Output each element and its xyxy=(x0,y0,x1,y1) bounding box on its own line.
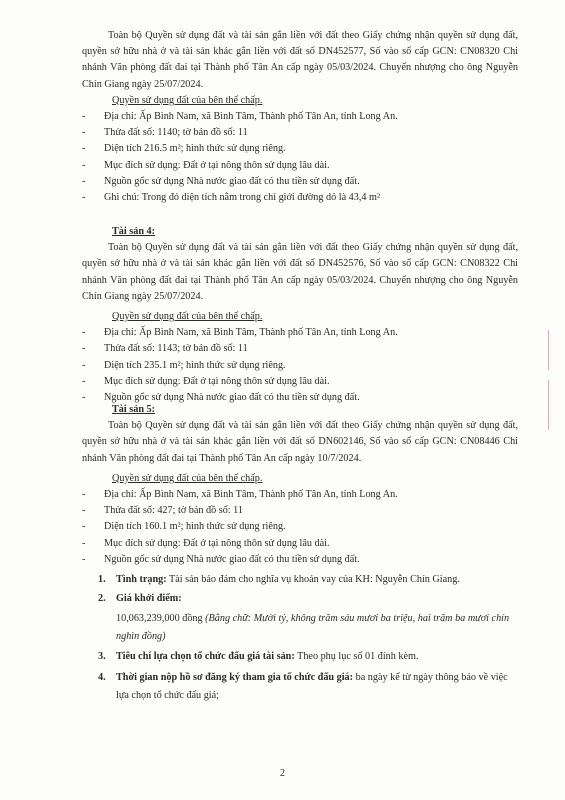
asset-4-list xyxy=(82,325,518,406)
section-submission-time xyxy=(98,669,520,705)
section-number: 4. xyxy=(98,671,106,683)
list-item: - Mục đích sử dụng: Đất ở tại nông thôn sử dụng lâu dài. xyxy=(82,374,518,390)
list-item: - Địa chỉ: Ấp Bình Nam, xã Bình Tâm, Thành phố Tân An, tỉnh Long An. xyxy=(82,109,518,125)
asset-4-heading: Tài sản 4: xyxy=(112,226,156,237)
section-number: 2. xyxy=(98,593,106,605)
list-item: - Địa chỉ: Ấp Bình Nam, xã Bình Tâm, Thành phố Tân An, tỉnh Long An. xyxy=(82,325,518,341)
section-text: Tài sản bảo đảm cho nghĩa vụ khoản vay của KH: Nguyễn Chín Giang. xyxy=(166,574,460,585)
section-criteria xyxy=(98,649,520,665)
list-item: - Thửa đất số: 1143; tờ bản đồ số: 11 xyxy=(82,341,518,357)
numbered-list xyxy=(98,572,520,705)
price-line xyxy=(116,610,520,646)
asset-5-heading: Tài sản 5: xyxy=(112,404,156,415)
section-starting-price xyxy=(98,591,520,646)
asset-5-block xyxy=(82,402,518,568)
asset-3-block xyxy=(82,28,518,206)
price-in-words: (Bằng chữ: Mười tỷ, không trăm sáu mươi ba triệu, hai trăm ba mươi chín nghìn đồng) xyxy=(116,613,510,643)
list-item: - Mục đích sử dụng: Đất ở tại nông thôn sử dụng lâu dài. xyxy=(82,158,518,174)
list-item: - Nguồn gốc sử dụng Nhà nước giao đất có thu tiền sử dụng đất. xyxy=(82,552,518,568)
list-item: - Nguồn gốc sử dụng Nhà nước giao đất có thu tiền sử dụng đất. xyxy=(82,174,518,190)
asset-4-subheading: Quyền sử dụng đất của bên thế chấp. xyxy=(112,311,263,323)
section-label: Giá khởi điểm: xyxy=(116,593,182,605)
list-item: - Mục đích sử dụng: Đất ở tại nông thôn sử dụng lâu dài. xyxy=(82,536,518,552)
section-label: Thời gian nộp hồ sơ đăng ký tham gia tổ chức đấu giá: xyxy=(116,671,354,683)
page-number: 2 xyxy=(280,768,285,779)
asset-4-block xyxy=(82,224,518,406)
numbered-sections xyxy=(98,572,520,708)
list-item: - Nguồn gốc sử dụng Nhà nước giao đất có thu tiền sử dụng đất. xyxy=(82,390,518,406)
section-text: ba ngày kể từ ngày thông báo về việc lựa chọn tổ chức đấu giá; xyxy=(116,671,508,701)
list-item: - Diện tích 160.1 m²; hình thức sử dụng riêng. xyxy=(82,519,518,535)
list-item: - Địa chỉ: Ấp Bình Nam, xã Bình Tâm, Thành phố Tân An, tỉnh Long An. xyxy=(82,487,518,503)
section-label: Tiêu chí lựa chọn tổ chức đấu giá tài sản: xyxy=(116,651,295,663)
section-number: 1. xyxy=(98,574,106,585)
list-item: - Thửa đất số: 1140; tờ bản đồ số: 11 xyxy=(82,125,518,141)
asset-3-list xyxy=(82,109,518,206)
asset-3-subheading: Quyền sử dụng đất của bên thế chấp. xyxy=(112,94,263,106)
stamp-mark-decoration xyxy=(548,380,549,430)
section-number: 3. xyxy=(98,651,106,663)
list-item: - Diện tích 235.1 m²; hình thức sử dụng riêng. xyxy=(82,358,518,374)
list-item: - Thửa đất số: 427; tờ bản đồ số: 11 xyxy=(82,503,518,519)
section-label: Tình trạng: xyxy=(116,574,167,585)
section-status xyxy=(98,572,520,588)
section-text: Theo phụ lục số 01 đính kèm. xyxy=(294,651,419,663)
price-amount: 10,063,239,000 đồng xyxy=(116,613,206,625)
asset-5-paragraph: Toàn bộ Quyền sử dụng đất và tài sản gắn liền với đất theo Giấy chứng nhận quyền sử dụng đất, quyền sở hữu nhà ở và tài sản khác gắn liền với đất số DN602146, Số vào sổ cấp GCN: CN08446 Chi nhánh Văn phòng đất đai tại Thành phố Tân An cấp ngày 10/7/2024. xyxy=(82,420,518,464)
asset-5-list xyxy=(82,487,518,568)
asset-3-paragraph: Toàn bộ Quyền sử dụng đất và tài sản gắn liền với đất theo Giấy chứng nhận quyền sử dụng đất, quyền sở hữu nhà ở và tài sản khác gắn liền với đất số DN452577, Số vào sổ cấp GCN: CN08320 Chi nhánh Văn phòng đất đai tại Thành phố Tân An cấp ngày 05/03/2024. Chuyển nhượng cho ông Nguyễn Chín Giang ngày 25/07/2024. xyxy=(82,30,518,90)
stamp-mark-decoration xyxy=(548,330,549,370)
list-item: - Diện tích 216.5 m²; hình thức sử dụng riêng. xyxy=(82,141,518,157)
list-item: - Ghi chú: Trong đó diện tích nằm trong chỉ giới đường dỏ là 43,4 m² xyxy=(82,190,518,206)
asset-5-subheading: Quyền sử dụng đất của bên thế chấp. xyxy=(112,472,263,484)
asset-4-paragraph: Toàn bộ Quyền sử dụng đất và tài sản gắn liền với đất theo Giấy chứng nhận quyền sử dụng đất, quyền sở hữu nhà ở và tài sản khác gắn liền với đất số DN452576, Số vào sổ cấp GCN: CN08322 Chi nhánh Văn phòng đất đai tại Thành phố Tân An cấp ngày 05/03/2024. Chuyển nhượng cho ông Nguyễn Chín Giang ngày 25/07/2024. xyxy=(82,242,518,302)
